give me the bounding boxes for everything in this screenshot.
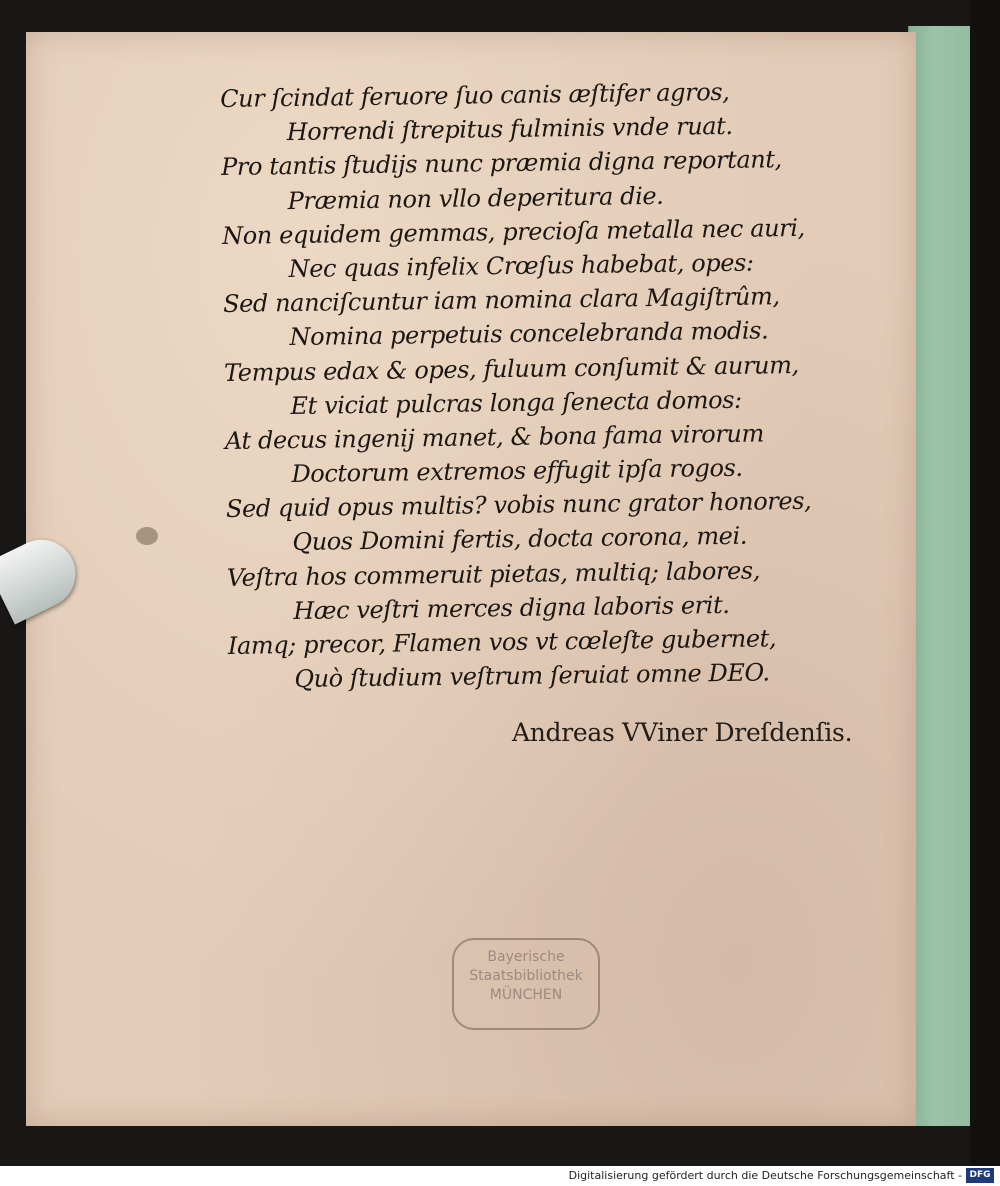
poem-line: Non equidem gemmas, precioſa metalla nec auri, xyxy=(221,213,805,250)
poem-line: Hæc veſtri merces digna laboris erit. xyxy=(293,590,730,625)
poem-line: Quos Domini fertis, docta corona, mei. xyxy=(292,522,748,557)
footer-credit: Digitalisierung gefördert durch die Deutsche Forschungsgemeinschaft - xyxy=(568,1169,962,1182)
library-stamp xyxy=(452,938,600,1030)
poem-line: Quò ſtudium veſtrum ſeruiat omne DEO. xyxy=(294,658,770,694)
poem-line: Pro tantis ſtudijs nunc præmia digna reportant, xyxy=(220,145,782,182)
poem-line: Sed quid opus multis? vobis nunc grator honores, xyxy=(225,487,812,524)
stamp-line: MÜNCHEN xyxy=(489,987,563,1003)
page-stain xyxy=(136,527,158,545)
poem-line: Iamq; precor, Flamen vos vt cœleſte gubernet, xyxy=(227,624,777,660)
poem-line: Cur ſcindat feruore ſuo canis æſtifer agros, xyxy=(220,77,730,113)
footer-bar xyxy=(0,1166,1000,1186)
stamp-line: Staatsbibliothek xyxy=(469,968,583,984)
poem-line: Veſtra hos commeruit pietas, multiq; labores, xyxy=(226,556,761,592)
poem-line: Tempus edax & opes, fuluum conſumit & aurum, xyxy=(223,350,799,387)
stamp-line: Bayerische xyxy=(487,949,565,965)
dfg-logo-icon: DFG xyxy=(966,1168,994,1183)
poem-text xyxy=(220,73,849,697)
poem-line: Nomina perpetuis concelebranda modis. xyxy=(289,316,769,352)
poem-line: Sed nanciſcuntur iam nomina clara Magiſtrûm, xyxy=(222,282,780,319)
poem-line: At decus ingenij manet, & bona fama virorum xyxy=(224,419,765,455)
poem-line: Præmia non vllo deperitura die. xyxy=(287,181,664,215)
poem-line: Nec quas infelix Crœſus habebat, opes: xyxy=(288,248,754,283)
poem-line: Doctorum extremos effugit ipſa rogos. xyxy=(291,453,743,489)
green-paper-strip xyxy=(908,26,971,1126)
author-signature: Andreas VViner Dreſdenſis. xyxy=(512,718,853,747)
poem-line: Et viciat pulcras longa ſenecta domos: xyxy=(290,385,742,420)
poem-line: Horrendi ſtrepitus fulminis vnde ruat. xyxy=(286,112,733,147)
scan-right-edge xyxy=(970,0,1000,1166)
